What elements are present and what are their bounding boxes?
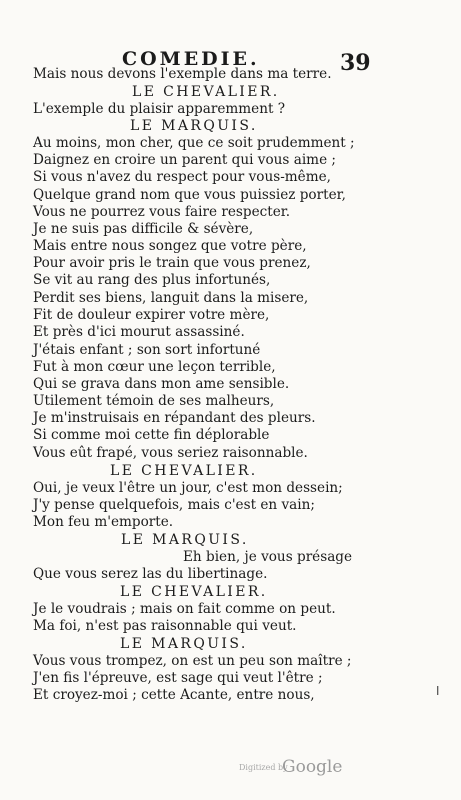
speaker-name: LE CHEVALIER. [110, 463, 258, 479]
verse-line: Si comme moi cette fin déplorable [33, 427, 270, 443]
verse-line: Pour avoir pris le train que vous prenez, [33, 255, 311, 271]
verse-line: Vous vous trompez, on est un peu son maître ; [33, 653, 352, 669]
running-title: COMEDIE. [122, 48, 260, 70]
verse-line: Je m'instruisais en répandant des pleurs. [33, 410, 316, 426]
verse-line: Qui se grava dans mon ame sensible. [33, 376, 290, 392]
verse-line: J'étais enfant ; son sort infortuné [33, 342, 261, 358]
verse-line: Je ne suis pas difficile & sévère, [33, 221, 254, 237]
verse-line: Vous ne pourrez vous faire respecter. [33, 204, 291, 220]
verse-line: Que vous serez las du libertinage. [33, 566, 268, 582]
verse-line: J'en fis l'épreuve, est sage qui veut l'être ; [33, 670, 323, 686]
speaker-name: LE MARQUIS. [130, 118, 258, 134]
verse-line: Se vit au rang des plus infortunés, [33, 272, 271, 288]
verse-line: Et croyez-moi ; cette Acante, entre nous, [33, 687, 315, 703]
verse-line: Et près d'ici mourut assassiné. [33, 324, 245, 340]
verse-line: Fit de douleur expirer votre mère, [33, 307, 270, 323]
digitized-by-label: Digitized by [239, 763, 288, 772]
page-number: 39 [340, 50, 371, 76]
verse-line: Ma foi, n'est pas raisonnable qui veut. [33, 618, 297, 634]
verse-line: Je le voudrais ; mais on fait comme on peut. [33, 601, 336, 617]
verse-line: Utilement témoin de ses malheurs, [33, 393, 275, 409]
verse-line: Fut à mon cœur une leçon terrible, [33, 359, 276, 375]
verse-line: L'exemple du plaisir apparemment ? [33, 101, 286, 117]
verse-line: Au moins, mon cher, que ce soit prudemment ; [33, 135, 355, 151]
speaker-name: LE MARQUIS. [120, 636, 248, 652]
speaker-name: LE CHEVALIER. [120, 584, 268, 600]
verse-line: Mais nous devons l'exemple dans ma terre. [33, 66, 332, 82]
verse-line: Mais entre nous songez que votre père, [33, 238, 307, 254]
verse-line: Quelque grand nom que vous puissiez porter, [33, 187, 346, 203]
verse-line: Mon feu m'emporte. [33, 514, 174, 530]
speaker-name: LE MARQUIS. [121, 532, 249, 548]
google-watermark: Google [282, 757, 343, 777]
verse-line: J'y pense quelquefois, mais c'est en vain; [33, 497, 315, 513]
verse-line: Si vous n'avez du respect pour vous-même, [33, 169, 331, 185]
verse-line: Vous eût frapé, vous seriez raisonnable. [33, 445, 308, 461]
verse-line: Daignez en croire un parent qui vous aime ; [33, 152, 337, 168]
speaker-name: LE CHEVALIER. [132, 84, 280, 100]
verse-line: Perdit ses biens, languit dans la misere, [33, 290, 309, 306]
verse-line: Oui, je veux l'être un jour, c'est mon dessein; [33, 480, 343, 496]
verse-line: Eh bien, je vous présage [183, 549, 353, 565]
ink-mark-icon: ǀ [436, 684, 440, 698]
